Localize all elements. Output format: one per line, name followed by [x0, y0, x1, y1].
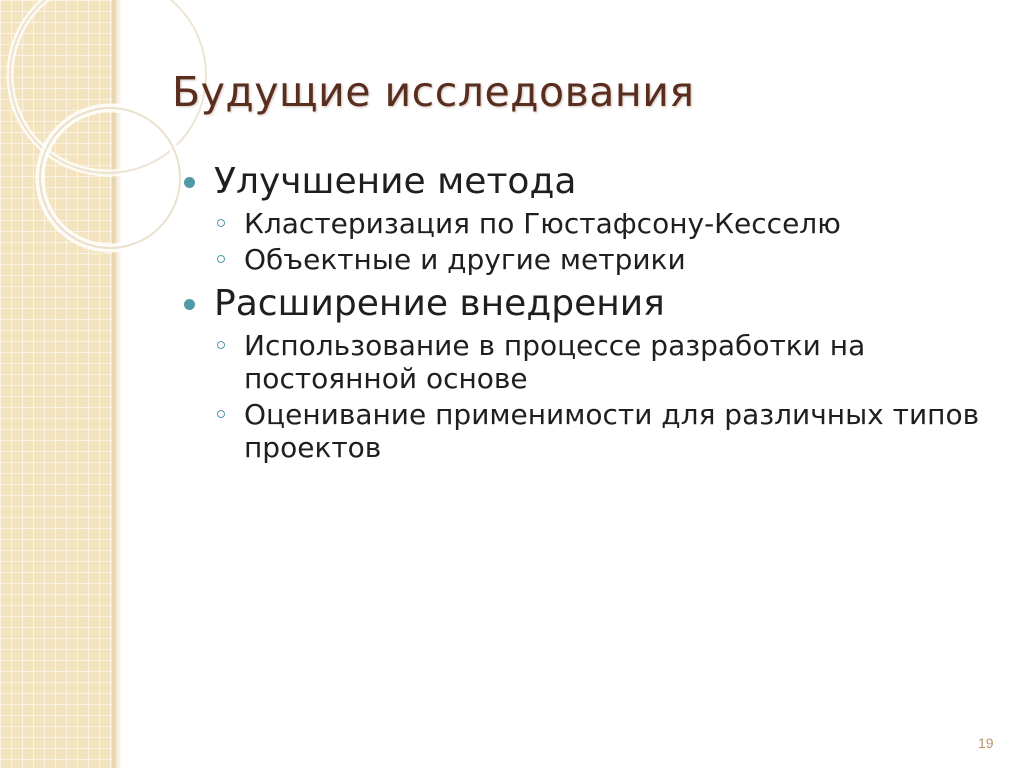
bullet-dot-icon — [184, 177, 195, 188]
sub-bullet-item — [184, 207, 1004, 240]
bullet-dot-icon — [184, 299, 195, 310]
bullet-text: Расширение внедрения — [214, 283, 665, 324]
sub-bullet-list — [184, 329, 1004, 464]
sub-bullet-list — [184, 207, 1004, 276]
sub-bullet-ring-icon — [217, 255, 225, 263]
sub-bullet-text: Кластеризация по Гюстафсону-Кесселю — [244, 207, 841, 240]
sub-bullet-item — [184, 329, 1004, 395]
slide-content — [184, 160, 1004, 470]
sub-bullet-text: Оценивание применимости для различных типов проектов — [244, 398, 980, 464]
sub-bullet-ring-icon — [217, 410, 225, 418]
sub-bullet-ring-icon — [217, 341, 225, 349]
bullet-item — [184, 160, 1004, 204]
bullet-item — [184, 282, 1004, 326]
slide-title: Будущие исследования — [172, 68, 695, 116]
sub-bullet-item — [184, 243, 1004, 276]
sub-bullet-text: Использование в процессе разработки на постоянной основе — [244, 329, 866, 395]
sub-bullet-item — [184, 398, 1004, 464]
bullet-text: Улучшение метода — [214, 161, 577, 202]
sub-bullet-ring-icon — [217, 219, 225, 227]
page-number: 19 — [978, 735, 994, 751]
sub-bullet-text: Объектные и другие метрики — [244, 243, 686, 276]
